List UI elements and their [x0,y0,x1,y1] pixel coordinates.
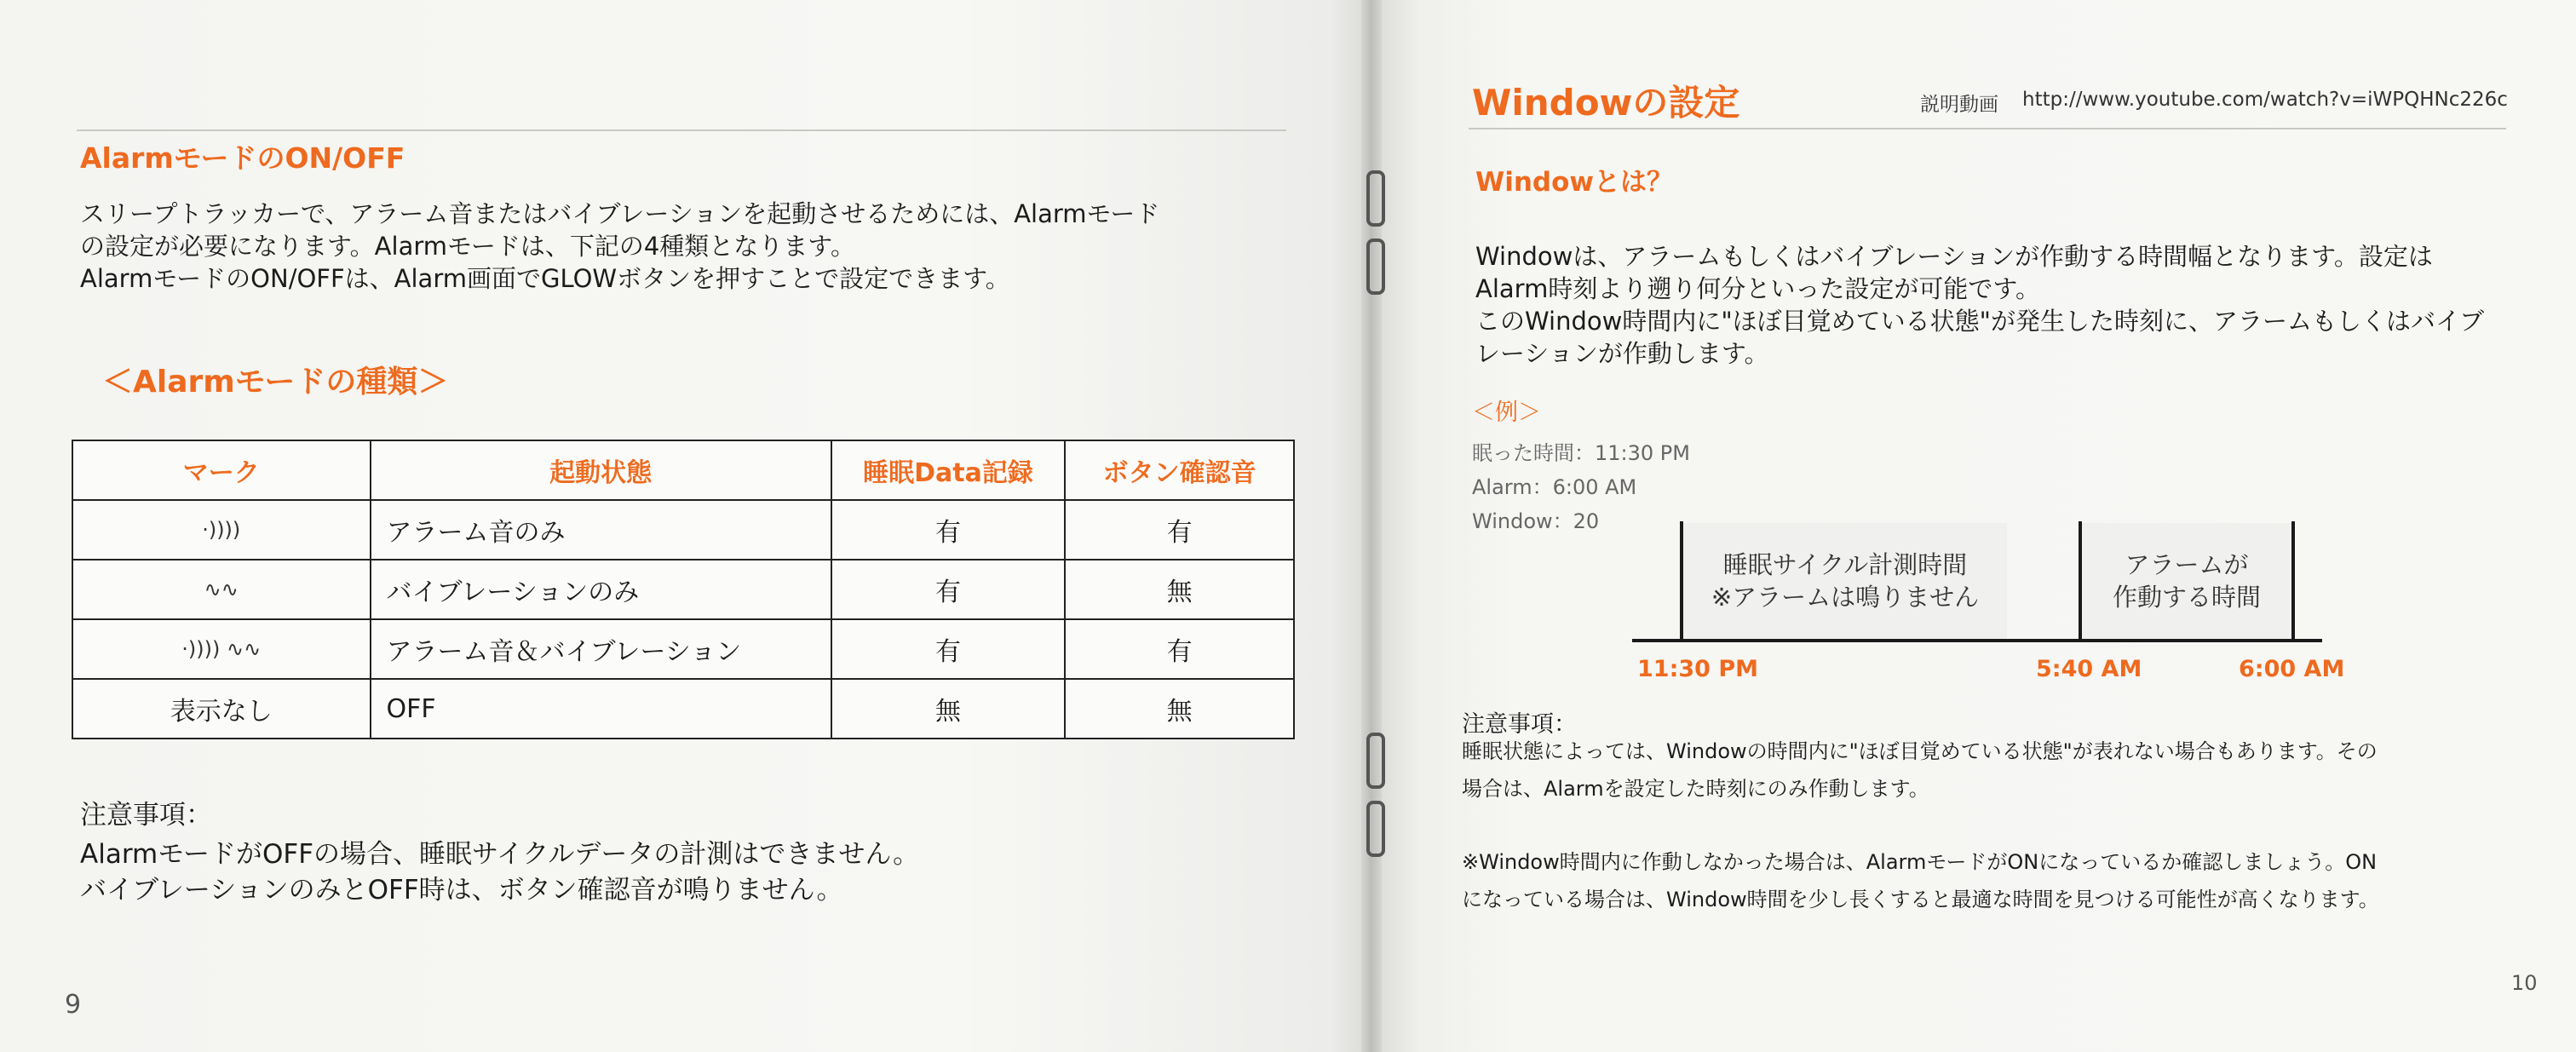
page-number: 10 [2511,971,2538,995]
intro-line: スリープトラッカーで、アラーム音またはバイブレーションを起動させるためには、Alarmモード [80,199,1160,228]
column-header: 起動状態 [371,440,831,500]
what-line: このWindow時間内に"ほぼ目覚めている状態"が発生した時刻に、アラームもしくはバイブ [1475,307,2485,336]
column-header: ボタン確認音 [1065,440,1294,500]
segment-text: ※アラームは鳴りません [1711,583,1980,612]
timeline-label: 11:30 PM [1637,656,1759,682]
timeline-segment-window [2082,523,2291,639]
table-row [72,560,1294,619]
extra-note-line: ※Window時間内に作動しなかった場合は、AlarmモードがONになっているか確認しましょう。ON [1462,850,2378,874]
sound-cell: 有 [1065,619,1294,679]
timeline-segment-sleep [1683,523,2007,639]
types-heading: ＜Alarmモードの種類＞ [102,365,449,400]
extra-note-line: になっている場合は、Window時間を少し長くすると最適な時間を見つける可能性が高くなります。 [1462,888,2379,911]
book-spine [1361,0,1382,1052]
binding-stitch [1366,239,1385,295]
state-cell: アラーム音のみ [371,500,831,560]
video-label: 説明動画 [1920,94,1998,116]
note-line: 睡眠状態によっては、Windowの時間内に"ほぼ目覚めている状態"が表れない場合もあります。その [1462,739,2378,763]
mark-cell: 表示なし [72,679,371,739]
what-line: Alarm時刻より遡り何分といった設定が可能です。 [1475,274,2041,303]
what-heading: Windowとは？ [1475,167,1674,198]
timeline-tick [1680,521,1683,642]
sound-mark-icon: ·)))) [72,500,371,560]
vibration-mark-icon: ∿∿ [72,560,371,619]
page-number: 9 [65,990,82,1020]
state-cell: アラーム音＆バイブレーション [371,619,831,679]
example-line: Alarm：6:00 AM [1472,475,1637,499]
data-cell: 有 [831,619,1066,679]
timeline-tick [2079,521,2082,642]
table-row [72,619,1294,679]
section-title: Windowの設定 [1472,82,1740,124]
state-cell: OFF [371,679,831,739]
intro-line: の設定が必要になります。Alarmモードは、下記の4種類となります。 [80,232,855,261]
timeline-tick [2291,521,2295,642]
notes-title: 注意事項： [80,800,212,831]
column-header: 睡眠Data記録 [831,440,1066,500]
what-line: Windowは、アラームもしくはバイブレーションが作動する時間幅となります。設定は [1475,242,2433,271]
data-cell: 無 [831,679,1066,739]
table-row [72,679,1294,739]
binding-stitch [1366,801,1385,857]
window-timeline [1632,511,2345,682]
note-line: バイブレーションのみとOFF時は、ボタン確認音が鳴りません。 [80,875,843,905]
example-label: ＜例＞ [1472,400,1541,426]
header-rule [77,129,1286,131]
what-line: レーションが作動します。 [1475,339,1769,368]
sound-cell: 有 [1065,500,1294,560]
table-header-row [72,440,1294,500]
notes-title: 注意事項： [1462,711,1577,738]
header-rule [1469,128,2506,129]
note-line: AlarmモードがOFFの場合、睡眠サイクルデータの計測はできません。 [80,839,920,870]
data-cell: 有 [831,560,1066,619]
timeline-label: 5:40 AM [2036,656,2142,682]
table-row [72,500,1294,560]
example-line: Window：20 [1472,509,1600,533]
segment-text: アラームが [2125,550,2249,579]
alarm-mode-table [72,440,1295,739]
note-line: 場合は、Alarmを設定した時刻にのみ作動します。 [1462,777,1929,801]
sound-cell: 無 [1065,679,1294,739]
column-header: マーク [72,440,371,500]
state-cell: バイブレーションのみ [371,560,831,619]
binding-stitch [1366,170,1385,227]
video-url-link[interactable]: http://www.youtube.com/watch?v=iWPQHNc226c [2022,89,2508,111]
sound-vibration-mark-icon: ·)))) ∿∿ [72,619,371,679]
binding-stitch [1366,733,1385,789]
timeline-axis [1632,639,2322,642]
segment-text: 作動する時間 [2112,583,2261,612]
timeline-label: 6:00 AM [2239,656,2345,682]
example-line: 眠った時間：11:30 PM [1472,441,1690,465]
sound-cell: 無 [1065,560,1294,619]
segment-text: 睡眠サイクル計測時間 [1722,550,1968,579]
data-cell: 有 [831,500,1066,560]
section-title: AlarmモードのON/OFF [80,141,405,175]
intro-line: AlarmモードのON/OFFは、Alarm画面でGLOWボタンを押すことで設定できます。 [80,264,1010,293]
